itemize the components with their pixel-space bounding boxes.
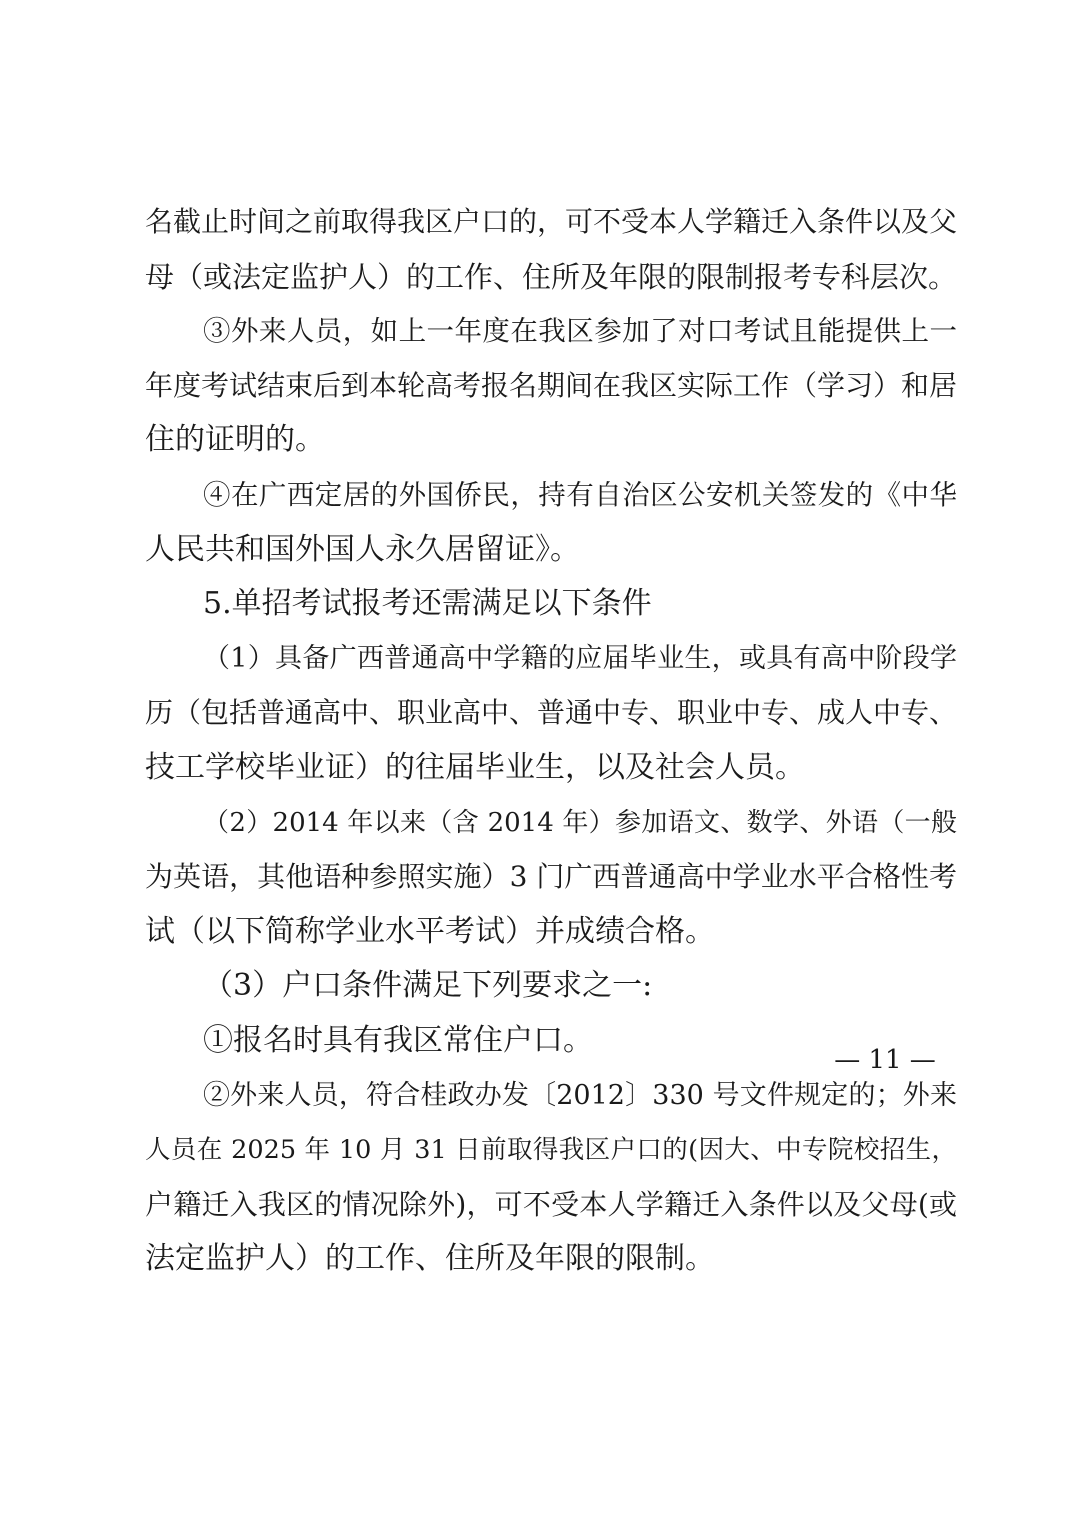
text-line: 历（包括普通高中、职业高中、普通中专、职业中专、成人中专、 — [145, 696, 958, 730]
text-line: 人民共和国外国人永久居留证》。 — [145, 531, 580, 567]
text-line: 名截止时间之前取得我区户口的，可不受本人学籍迁入条件以及父 — [145, 205, 958, 238]
text-line: ①报名时具有我区常住户口。 — [203, 1022, 593, 1058]
text-line: 人员在 2025 年 10 月 31 日前取得我区户口的(因大、中专院校招生， — [145, 1135, 957, 1166]
text-line: ④在广西定居的外国侨民，持有自治区公安机关签发的《中华 — [203, 478, 957, 511]
body-text — [145, 195, 957, 1287]
text-line: （1）具备广西普通高中学籍的应届毕业生，或具有高中阶段学 — [203, 642, 957, 674]
text-line: 试（以下简称学业水平考试）并成绩合格。 — [145, 913, 715, 949]
text-line: 住的证明的。 — [145, 422, 325, 458]
text-line: 技工学校毕业证）的往届毕业生，以及社会人员。 — [145, 749, 805, 785]
text-line: （3）户口条件满足下列要求之一: — [203, 968, 653, 1004]
page-number: — 11 — — [834, 1045, 936, 1075]
text-line: （2）2014 年以来（含 2014 年）参加语文、数学、外语（一般 — [203, 807, 957, 838]
text-line: ③外来人员，如上一年度在我区参加了对口考试且能提供上一 — [203, 315, 957, 348]
text-line: 年度考试结束后到本轮高考报名期间在我区实际工作（学习）和居 — [145, 368, 958, 402]
text-line: ②外来人员，符合桂政办发〔2012〕330 号文件规定的；外来 — [203, 1079, 957, 1111]
text-line: 户籍迁入我区的情况除外)，可不受本人学籍迁入条件以及父母(或 — [145, 1187, 957, 1221]
text-line: 5.单招考试报考还需满足以下条件 — [203, 586, 652, 622]
text-line: 法定监护人）的工作、住所及年限的限制。 — [145, 1241, 715, 1277]
text-line: 为英语，其他语种参照实施）3 门广西普通高中学业水平合格性考 — [145, 860, 957, 894]
text-line: 母（或法定监护人）的工作、住所及年限的限制报考专科层次。 — [145, 259, 958, 294]
